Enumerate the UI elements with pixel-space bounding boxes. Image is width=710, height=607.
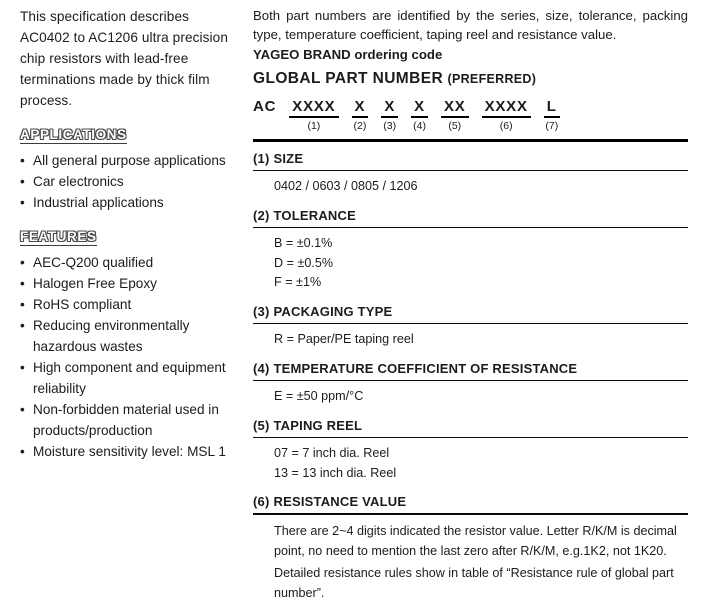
list-item: • Reducing environmentally hazardous wastes — [20, 315, 236, 357]
section-body — [253, 324, 688, 352]
part-code-segment-series: AC — [253, 98, 277, 115]
global-part-number-title: GLOBAL PART NUMBER — [253, 70, 444, 87]
part-code-segment-tcr: X (4) — [413, 98, 426, 132]
section-temperature-coefficient — [253, 358, 688, 409]
section-size — [253, 148, 688, 199]
section-line: Detailed resistance rules show in table of “Resistance rule of global part number”. — [274, 566, 674, 601]
features-list — [20, 252, 236, 462]
section-line: 13 = 13 inch dia. Reel — [274, 465, 397, 480]
section-heading: (2) TOLERANCE — [253, 205, 688, 228]
section-heading: (3) PACKAGING TYPE — [253, 301, 688, 324]
section-body — [253, 381, 688, 409]
section-body — [253, 228, 688, 295]
part-code-segment-resistance: XXXX (6) — [482, 98, 531, 132]
section-body — [253, 171, 688, 199]
section-line: There are 2~4 digits indicated the resistor value. Letter R/K/M is decimal point, no need to mention the last zero after R/K/M, e.g.1K2, not 1K20. — [274, 524, 677, 559]
description-paragraph: This specification describes AC0402 to AC1206 ultra precision chip resistors with lead-free terminations made by thick film process. — [20, 9, 228, 108]
part-code-diagram — [253, 98, 688, 132]
section-heading: (5) TAPING REEL — [253, 415, 688, 438]
section-heading: (6) RESISTANCE VALUE — [253, 491, 688, 515]
list-item: • Non-forbidden material used in products/production — [20, 399, 236, 441]
list-item: • AEC-Q200 qualified — [20, 252, 236, 273]
section-line: R = Paper/PE taping reel — [274, 332, 414, 347]
divider-rule — [253, 139, 688, 142]
applications-heading: APPLICATIONS — [20, 127, 127, 142]
section-line: D = ±0.5% — [274, 255, 334, 270]
section-line: B = ±0.1% — [274, 235, 333, 250]
list-item: • RoHS compliant — [20, 294, 236, 315]
list-item: • Industrial applications — [20, 192, 236, 213]
global-part-number-suffix: (PREFERRED) — [447, 72, 537, 86]
part-code-segment-termination: L (7) — [545, 98, 559, 132]
section-tolerance — [253, 205, 688, 295]
left-column — [20, 6, 236, 462]
part-code-segment-packaging: X (3) — [383, 98, 397, 132]
section-line: E = ±50 ppm/°C — [274, 388, 364, 403]
section-line: F = ±1% — [274, 275, 322, 290]
section-body — [253, 515, 688, 607]
section-line: 07 = 7 inch dia. Reel — [274, 445, 390, 460]
list-item: • All general purpose applications — [20, 150, 236, 171]
features-heading: FEATURES — [20, 229, 97, 244]
section-line: 0402 / 0603 / 0805 / 1206 — [274, 179, 418, 193]
list-item: • Halogen Free Epoxy — [20, 273, 236, 294]
section-resistance-value — [253, 491, 688, 607]
section-heading: (4) TEMPERATURE COEFFICIENT OF RESISTANCE — [253, 358, 688, 381]
section-taping-reel — [253, 415, 688, 486]
part-code-segment-tolerance: X (2) — [353, 98, 367, 132]
section-body — [253, 438, 688, 486]
global-part-number-heading — [253, 70, 688, 88]
section-heading: (1) SIZE — [253, 148, 688, 171]
ordering-code-label: YAGEO BRAND ordering code — [253, 47, 443, 62]
list-item: • High component and equipment reliability — [20, 357, 236, 399]
list-item: • Moisture sensitivity level: MSL 1 — [20, 441, 236, 462]
section-packaging-type — [253, 301, 688, 352]
right-column — [253, 6, 688, 607]
list-item: • Car electronics — [20, 171, 236, 192]
part-number-description: Both part numbers are identified by the series, size, tolerance, packing type, temperature coefficient, taping reel and resistance value. — [253, 8, 688, 42]
part-code-segment-reel: XX (5) — [441, 98, 469, 132]
part-code-segment-size: XXXX (1) — [289, 98, 338, 132]
applications-list — [20, 150, 236, 213]
